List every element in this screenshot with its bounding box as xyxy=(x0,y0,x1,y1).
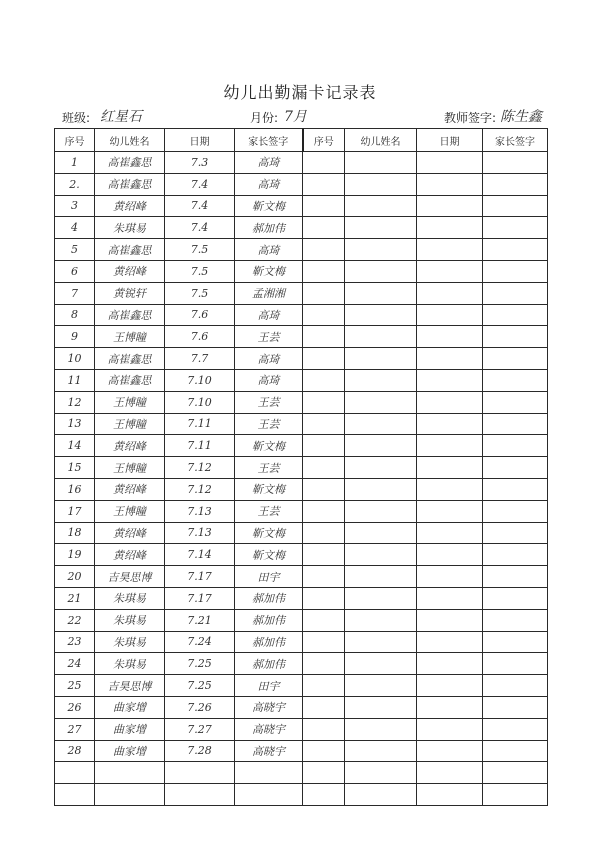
empty-cell xyxy=(303,413,345,435)
absence-date: 7.27 xyxy=(165,718,235,740)
parent-signature: 王芸 xyxy=(235,413,303,435)
absence-date: 7.5 xyxy=(165,282,235,304)
empty-cell xyxy=(303,391,345,413)
empty-cell xyxy=(345,304,417,326)
parent-signature xyxy=(235,784,303,806)
empty-cell xyxy=(417,478,483,500)
class-value: 红星石 xyxy=(100,109,142,125)
child-name: 高崔鑫思 xyxy=(95,173,165,195)
row-number: 13 xyxy=(55,413,95,435)
table-row xyxy=(55,260,548,282)
child-name: 黄绍峰 xyxy=(95,478,165,500)
empty-cell xyxy=(303,653,345,675)
absence-date xyxy=(165,762,235,784)
table-row xyxy=(55,217,548,239)
absence-date: 7.25 xyxy=(165,675,235,697)
child-name: 黄锐轩 xyxy=(95,282,165,304)
table-row xyxy=(55,587,548,609)
absence-date: 7.13 xyxy=(165,522,235,544)
absence-date: 7.21 xyxy=(165,609,235,631)
empty-cell xyxy=(417,500,483,522)
row-number xyxy=(55,784,95,806)
child-name: 朱琪易 xyxy=(95,653,165,675)
row-number: 18 xyxy=(55,522,95,544)
empty-cell xyxy=(483,784,548,806)
empty-cell xyxy=(345,239,417,261)
form-title: 幼儿出勤漏卡记录表 xyxy=(223,83,377,102)
class-label: 班级: xyxy=(62,111,91,125)
absence-date: 7.28 xyxy=(165,740,235,762)
parent-signature: 靳文梅 xyxy=(235,522,303,544)
row-number: 26 xyxy=(55,696,95,718)
empty-cell xyxy=(417,784,483,806)
empty-cell xyxy=(303,173,345,195)
parent-signature: 高晓宇 xyxy=(235,696,303,718)
empty-cell xyxy=(417,696,483,718)
empty-cell xyxy=(417,413,483,435)
empty-cell xyxy=(483,740,548,762)
empty-cell xyxy=(303,784,345,806)
row-number: 6 xyxy=(55,260,95,282)
empty-cell xyxy=(417,260,483,282)
child-name: 黄绍峰 xyxy=(95,195,165,217)
child-name: 高崔鑫思 xyxy=(95,304,165,326)
empty-cell xyxy=(483,239,548,261)
row-number: 7 xyxy=(55,282,95,304)
table-row xyxy=(55,152,548,174)
absence-date: 7.3 xyxy=(165,152,235,174)
empty-cell xyxy=(483,304,548,326)
row-number: 20 xyxy=(55,566,95,588)
child-name: 曲家增 xyxy=(95,718,165,740)
table-row xyxy=(55,326,548,348)
parent-signature: 田宇 xyxy=(235,566,303,588)
parent-signature: 高琦 xyxy=(235,304,303,326)
empty-cell xyxy=(345,631,417,653)
empty-cell xyxy=(417,348,483,370)
empty-cell xyxy=(345,587,417,609)
absence-date: 7.4 xyxy=(165,195,235,217)
table-row xyxy=(55,609,548,631)
row-number: 1 xyxy=(55,152,95,174)
child-name: 朱琪易 xyxy=(95,609,165,631)
row-number: 27 xyxy=(55,718,95,740)
table-row xyxy=(55,239,548,261)
table-row xyxy=(55,435,548,457)
empty-cell xyxy=(303,740,345,762)
row-number: 11 xyxy=(55,369,95,391)
empty-cell xyxy=(345,696,417,718)
row-number: 2. xyxy=(55,173,95,195)
absence-date: 7.12 xyxy=(165,457,235,479)
empty-cell xyxy=(483,566,548,588)
parent-signature: 高琦 xyxy=(235,369,303,391)
parent-signature: 郝加伟 xyxy=(235,609,303,631)
absence-date: 7.13 xyxy=(165,500,235,522)
empty-cell xyxy=(345,740,417,762)
absence-date: 7.10 xyxy=(165,391,235,413)
child-name: 高崔鑫思 xyxy=(95,239,165,261)
empty-cell xyxy=(345,152,417,174)
empty-cell xyxy=(345,282,417,304)
empty-cell xyxy=(483,696,548,718)
empty-cell xyxy=(303,696,345,718)
header-cell: 幼儿姓名 xyxy=(345,129,417,152)
child-name: 王博瞳 xyxy=(95,500,165,522)
parent-signature: 高琦 xyxy=(235,173,303,195)
row-number: 8 xyxy=(55,304,95,326)
child-name xyxy=(95,784,165,806)
row-number: 22 xyxy=(55,609,95,631)
empty-cell xyxy=(303,369,345,391)
empty-cell xyxy=(417,326,483,348)
empty-cell xyxy=(483,718,548,740)
empty-cell xyxy=(483,413,548,435)
row-number: 9 xyxy=(55,326,95,348)
table-row xyxy=(55,631,548,653)
table-row xyxy=(55,718,548,740)
table-row xyxy=(55,391,548,413)
child-name: 朱琪易 xyxy=(95,217,165,239)
empty-cell xyxy=(303,217,345,239)
child-name: 王博瞳 xyxy=(95,457,165,479)
empty-cell xyxy=(417,718,483,740)
parent-signature: 靳文梅 xyxy=(235,544,303,566)
header-cell: 序号 xyxy=(303,129,345,152)
header-cell: 幼儿姓名 xyxy=(95,129,165,152)
child-name: 曲家增 xyxy=(95,696,165,718)
empty-cell xyxy=(417,675,483,697)
absence-date: 7.24 xyxy=(165,631,235,653)
empty-cell xyxy=(417,653,483,675)
absence-date: 7.11 xyxy=(165,413,235,435)
child-name: 王博瞳 xyxy=(95,326,165,348)
parent-signature: 郝加伟 xyxy=(235,587,303,609)
empty-cell xyxy=(345,369,417,391)
child-name: 王博瞳 xyxy=(95,413,165,435)
empty-cell xyxy=(345,457,417,479)
empty-cell xyxy=(417,631,483,653)
empty-cell xyxy=(417,566,483,588)
empty-cell xyxy=(303,609,345,631)
parent-signature: 靳文梅 xyxy=(235,260,303,282)
absence-date: 7.17 xyxy=(165,566,235,588)
row-number: 15 xyxy=(55,457,95,479)
empty-cell xyxy=(345,435,417,457)
child-name: 黄绍峰 xyxy=(95,544,165,566)
child-name: 黄绍峰 xyxy=(95,260,165,282)
parent-signature: 王芸 xyxy=(235,326,303,348)
empty-cell xyxy=(303,326,345,348)
child-name: 王博瞳 xyxy=(95,391,165,413)
table-row xyxy=(55,696,548,718)
empty-cell xyxy=(483,326,548,348)
parent-signature: 王芸 xyxy=(235,457,303,479)
row-number: 5 xyxy=(55,239,95,261)
child-name: 黄绍峰 xyxy=(95,522,165,544)
empty-cell xyxy=(483,631,548,653)
row-number: 17 xyxy=(55,500,95,522)
row-number: 24 xyxy=(55,653,95,675)
empty-cell xyxy=(303,435,345,457)
empty-cell xyxy=(345,544,417,566)
child-name xyxy=(95,762,165,784)
parent-signature: 王芸 xyxy=(235,500,303,522)
empty-cell xyxy=(417,609,483,631)
absence-date: 7.5 xyxy=(165,239,235,261)
empty-cell xyxy=(303,195,345,217)
parent-signature: 高晓宇 xyxy=(235,718,303,740)
parent-signature: 孟湘湘 xyxy=(235,282,303,304)
teacher-signature-label: 教师签字: xyxy=(444,111,497,125)
table-row xyxy=(55,544,548,566)
row-number: 21 xyxy=(55,587,95,609)
table-row xyxy=(55,457,548,479)
table-header-row xyxy=(55,129,548,152)
header-cell: 日期 xyxy=(417,129,483,152)
empty-cell xyxy=(417,369,483,391)
table-row xyxy=(55,173,548,195)
empty-cell xyxy=(303,152,345,174)
absence-date: 7.6 xyxy=(165,304,235,326)
empty-cell xyxy=(303,544,345,566)
empty-cell xyxy=(417,304,483,326)
empty-cell xyxy=(345,609,417,631)
empty-cell xyxy=(303,718,345,740)
absence-date: 7.4 xyxy=(165,217,235,239)
empty-cell xyxy=(417,152,483,174)
empty-cell xyxy=(303,478,345,500)
empty-cell xyxy=(303,282,345,304)
absence-date: 7.11 xyxy=(165,435,235,457)
empty-cell xyxy=(303,348,345,370)
row-number: 28 xyxy=(55,740,95,762)
empty-cell xyxy=(417,740,483,762)
absence-date: 7.26 xyxy=(165,696,235,718)
row-number: 4 xyxy=(55,217,95,239)
table-row xyxy=(55,304,548,326)
empty-cell xyxy=(345,566,417,588)
empty-cell xyxy=(417,195,483,217)
empty-cell xyxy=(303,522,345,544)
absence-date: 7.5 xyxy=(165,260,235,282)
empty-cell xyxy=(417,282,483,304)
empty-cell xyxy=(345,762,417,784)
absence-date: 7.14 xyxy=(165,544,235,566)
child-name: 曲家增 xyxy=(95,740,165,762)
empty-cell xyxy=(417,239,483,261)
parent-signature: 郝加伟 xyxy=(235,631,303,653)
empty-cell xyxy=(345,413,417,435)
table-row xyxy=(55,762,548,784)
empty-cell xyxy=(483,173,548,195)
parent-signature: 靳文梅 xyxy=(235,478,303,500)
header-cell: 日期 xyxy=(165,129,235,152)
empty-cell xyxy=(417,435,483,457)
table-row xyxy=(55,282,548,304)
empty-cell xyxy=(345,522,417,544)
empty-cell xyxy=(345,217,417,239)
empty-cell xyxy=(417,173,483,195)
empty-cell xyxy=(345,195,417,217)
empty-cell xyxy=(483,217,548,239)
empty-cell xyxy=(345,478,417,500)
empty-cell xyxy=(417,762,483,784)
row-number: 16 xyxy=(55,478,95,500)
empty-cell xyxy=(303,762,345,784)
empty-cell xyxy=(303,239,345,261)
month-label: 月份: xyxy=(250,111,279,125)
empty-cell xyxy=(483,435,548,457)
empty-cell xyxy=(483,762,548,784)
empty-cell xyxy=(303,566,345,588)
child-name: 吉昊思博 xyxy=(95,566,165,588)
child-name: 吉昊思博 xyxy=(95,675,165,697)
empty-cell xyxy=(303,304,345,326)
empty-cell xyxy=(345,348,417,370)
empty-cell xyxy=(303,587,345,609)
empty-cell xyxy=(483,457,548,479)
table-row xyxy=(55,413,548,435)
teacher-signature: 陈生鑫 xyxy=(500,109,542,125)
parent-signature: 王芸 xyxy=(235,391,303,413)
row-number: 23 xyxy=(55,631,95,653)
absence-date: 7.12 xyxy=(165,478,235,500)
empty-cell xyxy=(345,675,417,697)
table-row xyxy=(55,195,548,217)
parent-signature: 高琦 xyxy=(235,152,303,174)
empty-cell xyxy=(417,391,483,413)
table-row xyxy=(55,522,548,544)
row-number: 3 xyxy=(55,195,95,217)
child-name: 高崔鑫思 xyxy=(95,152,165,174)
empty-cell xyxy=(417,587,483,609)
empty-cell xyxy=(345,784,417,806)
child-name: 朱琪易 xyxy=(95,587,165,609)
empty-cell xyxy=(417,522,483,544)
absence-date: 7.25 xyxy=(165,653,235,675)
empty-cell xyxy=(483,195,548,217)
empty-cell xyxy=(483,152,548,174)
empty-cell xyxy=(483,500,548,522)
empty-cell xyxy=(483,348,548,370)
parent-signature: 高琦 xyxy=(235,348,303,370)
empty-cell xyxy=(345,391,417,413)
empty-cell xyxy=(345,500,417,522)
header-cell: 家长签字 xyxy=(235,129,303,152)
child-name: 高崔鑫思 xyxy=(95,369,165,391)
absence-date: 7.17 xyxy=(165,587,235,609)
empty-cell xyxy=(483,609,548,631)
empty-cell xyxy=(483,478,548,500)
empty-cell xyxy=(303,260,345,282)
empty-cell xyxy=(417,217,483,239)
row-number: 25 xyxy=(55,675,95,697)
empty-cell xyxy=(417,544,483,566)
attendance-table xyxy=(54,128,548,806)
empty-cell xyxy=(345,260,417,282)
row-number xyxy=(55,762,95,784)
header-cell: 家长签字 xyxy=(483,129,548,152)
parent-signature: 靳文梅 xyxy=(235,195,303,217)
empty-cell xyxy=(483,391,548,413)
row-number: 14 xyxy=(55,435,95,457)
table-row xyxy=(55,348,548,370)
parent-signature: 高琦 xyxy=(235,239,303,261)
row-number: 19 xyxy=(55,544,95,566)
empty-cell xyxy=(483,675,548,697)
table-row xyxy=(55,566,548,588)
table-row xyxy=(55,369,548,391)
empty-cell xyxy=(483,282,548,304)
empty-cell xyxy=(483,522,548,544)
table-row xyxy=(55,784,548,806)
row-number: 12 xyxy=(55,391,95,413)
empty-cell xyxy=(345,718,417,740)
table-row xyxy=(55,653,548,675)
empty-cell xyxy=(417,457,483,479)
empty-cell xyxy=(345,653,417,675)
absence-date xyxy=(165,784,235,806)
absence-date: 7.7 xyxy=(165,348,235,370)
parent-signature xyxy=(235,762,303,784)
empty-cell xyxy=(483,544,548,566)
child-name: 黄绍峰 xyxy=(95,435,165,457)
empty-cell xyxy=(345,326,417,348)
table-row xyxy=(55,500,548,522)
empty-cell xyxy=(303,457,345,479)
header-cell: 序号 xyxy=(55,129,95,152)
table-row xyxy=(55,478,548,500)
empty-cell xyxy=(303,500,345,522)
empty-cell xyxy=(303,675,345,697)
parent-signature: 高晓宇 xyxy=(235,740,303,762)
parent-signature: 田宇 xyxy=(235,675,303,697)
parent-signature: 郝加伟 xyxy=(235,217,303,239)
child-name: 朱琪易 xyxy=(95,631,165,653)
child-name: 高崔鑫思 xyxy=(95,348,165,370)
empty-cell xyxy=(483,369,548,391)
table-row xyxy=(55,740,548,762)
empty-cell xyxy=(303,631,345,653)
parent-signature: 靳文梅 xyxy=(235,435,303,457)
empty-cell xyxy=(483,260,548,282)
empty-cell xyxy=(483,653,548,675)
month-value: 7月 xyxy=(284,109,307,125)
absence-date: 7.6 xyxy=(165,326,235,348)
empty-cell xyxy=(483,587,548,609)
table-row xyxy=(55,675,548,697)
empty-cell xyxy=(345,173,417,195)
absence-date: 7.10 xyxy=(165,369,235,391)
parent-signature: 郝加伟 xyxy=(235,653,303,675)
absence-date: 7.4 xyxy=(165,173,235,195)
row-number: 10 xyxy=(55,348,95,370)
